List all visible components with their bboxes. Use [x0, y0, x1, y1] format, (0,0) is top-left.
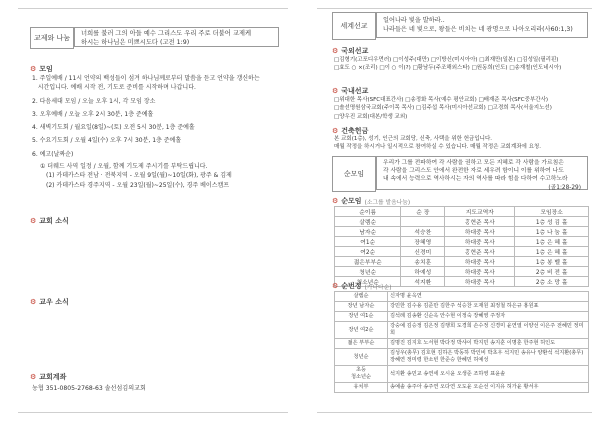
gear-dot-icon: ⚙	[30, 298, 37, 306]
table-row: 청년순 김성우(총무) 김호현 김하은 박동하 박인비 박초우 석지민 송유나 양환석 석지환(총무) 장혜연 정미령 한소빈 한준승 한혜민 허예성	[335, 349, 589, 366]
top-rule	[18, 8, 288, 9]
gear-dot-icon: ⚙	[332, 197, 339, 205]
bottom-rule	[18, 412, 288, 413]
col-header: 순 장	[401, 207, 445, 217]
meetings-heading: ⚙ 모임	[30, 65, 53, 73]
top-rule	[317, 8, 592, 9]
table-row: 여2순 신경미 홍현준 목사 1층 은 혜 홀	[335, 247, 589, 257]
verse-box: 너희를 불러 그의 아들 예수 그리스도 우리 주로 더불어 교제케 하시는 하나님은 미쁘시도다 (고전 1:9)	[74, 27, 279, 47]
account-heading: ⚙ 교회계좌	[30, 373, 67, 381]
table-header-row	[335, 207, 589, 217]
building-fund-text: 본 교회(1층), 성기, 인근의 교회당, 신축, 사택을 위한 헌금입니다. 매월 작정을 하시거나 일시적으로 참여하실 수 있습니다. 매월 작정은 교회계좌에 요청.	[334, 136, 541, 151]
table-row: 젊은 부부순 김명진 김지호 노서현 박다정 박샤이 박지민 송지훈 이명훈 한주현 허인도	[335, 339, 589, 349]
gear-dot-icon: ⚙	[30, 65, 37, 73]
col-header: 지도교역자	[445, 207, 515, 217]
mission-verse-box: 일어나라 빛을 발하라.. 나라들은 네 빛으로, 왕들은 비치는 네 광명으로 나아오리라(사60:1,3)	[376, 12, 588, 38]
domestic-mission-heading: ⚙ 국내선교	[332, 87, 369, 95]
domestic-mission-list: □위대한 목사(SFC대표간사) □송정화 목사(예수 평안교회) □배재준 목사(SFC중부간사) □솔선명원삼국교회(주이목 목사) □김주섭 목사(미시아선교회) □고경희 목사(서울지노선) □양우진 교회(대본/학생 교외)	[334, 97, 552, 120]
small-group-label: 순모임	[332, 156, 376, 192]
overseas-mission-heading: ⚙ 국외선교	[332, 47, 369, 55]
gear-dot-icon: ⚙	[332, 47, 339, 55]
table-row: 청년순 하예성 하대중 목사 2층 비 전 홀	[335, 267, 589, 277]
table-row: 초등 청소년순 석지환 송민교 송연세 오시윤 오생준 조하영 표윤솔	[335, 366, 589, 383]
col-header: 순이름	[335, 207, 401, 217]
verse-label: 교제와 나눔	[30, 27, 74, 49]
duty-roster-heading: ⚙ 순번정 (가나다순)	[332, 282, 392, 291]
table-row: 장년 여2순 강숭예 김승정 김은정 김행희 도경희 손수정 신경미 윤연열 이양선 이은주 전혜민 정미희	[335, 322, 589, 339]
right-page	[305, 0, 600, 424]
overseas-mission-list: □김형기(고포디우먼러) □이성주(대만) □이방신(미시아아) □최재만(일본) □김성일(필리핀) □효도 ○ ×(조리) □이 ○ 이(?) □황남두(주조해외스타) □원동희(인도) □송재철(인도네시아)	[334, 57, 562, 72]
small-group-table-heading: ⚙ 순모임 (소그룹 발음나눔)	[332, 197, 411, 206]
mission-label: 세계선교	[332, 12, 376, 40]
gear-dot-icon: ⚙	[30, 373, 37, 381]
gear-dot-icon: ⚙	[332, 127, 339, 135]
table-row: 젊은부부순 송치훈 하대중 목사 1층 봉 벨 홀	[335, 257, 589, 267]
account-text: 농협 351-0805-2768-63 솔선섬김의교회	[32, 385, 146, 392]
meetings-list: 1. 주일예배 / 11시 언약의 백성들이 섬겨 하나님께로부터 말씀을 듣고 언약을 갱신하는 시간입니다. 예배 시작 전, 기도로 준비를 시작하며 나갑니다. 2. 다음세대 모임 / 오늘 오후 1시, 각 모임 장소 3. 오후예배 / 오늘 오후 2시 30분, 1층 준예홀 4. 새벽기도회 / 월요일(8일)~(토) 오전 5시 30분, 1층 준예홀 5. 수요기도회 / 오월 4일(수) 오후 7시 30분, 1층 준예홀 6. 예고(날짜순) ① 더웨드 사역 일정 / 오월, 함께 기도제 주시기를 부탁드립니다. (1) 카데카스타 전남 · 전북지역 - 오월 9일(월)~10일(화), 광주 & 김제 (2) 카데카스타 경주지역 - 오월 23일(월)~25일(수), 경주 베이스캠프	[32, 75, 260, 189]
table-row: 여1순 장혜영 하대중 목사 1층 은 혜 홀	[335, 237, 589, 247]
bottom-rule	[317, 412, 592, 413]
members-news-heading: ⚙ 교우 소식	[30, 298, 69, 306]
col-header: 모임장소	[515, 207, 589, 217]
gear-dot-icon: ⚙	[332, 282, 339, 290]
building-fund-heading: ⚙ 건축헌금	[332, 127, 369, 135]
table-row: 청소년순 석지환 하대중 목사 2층 소 망 홀	[335, 277, 589, 287]
small-group-table	[334, 206, 589, 287]
church-news-heading: ⚙ 교회 소식	[30, 217, 69, 225]
duty-roster-table	[334, 291, 589, 393]
small-group-verse-box: 우리가 그를 전파하여 각 사람을 권하고 모든 지혜로 각 사람을 가르침은 각 사람을 그리스도 안에서 완전한 자로 세우려 함이니 이를 위하여 나도 내 속에서 능력으로 역사하시는 자의 역사를 따라 힘을 다하여 수고하노라 (골1:28-29)	[376, 156, 588, 190]
table-row: 유치부 송예솔 송주아 송주연 오다연 오도윤 오순선 이지유 허가윤 황서우	[335, 383, 589, 393]
table-row: 장년 여1순 김석례 김송환 신순옥 안수현 이정숙 장혜영 주정자	[335, 312, 589, 322]
gear-dot-icon: ⚙	[332, 87, 339, 95]
table-row: 장년 남자순 강민한 김수용 김준만 김한주 석승찬 오재원 최정철 하은규 홍원표	[335, 302, 589, 312]
table-row: 살렘순 홍현준 목사 1층 성 김 홀	[335, 217, 589, 227]
gear-dot-icon: ⚙	[30, 217, 37, 225]
table-row: 살렘순 신자명 윤옥연	[335, 292, 589, 302]
table-row: 남자순 석승찬 하대중 목사 1층 나 눔 홀	[335, 227, 589, 237]
